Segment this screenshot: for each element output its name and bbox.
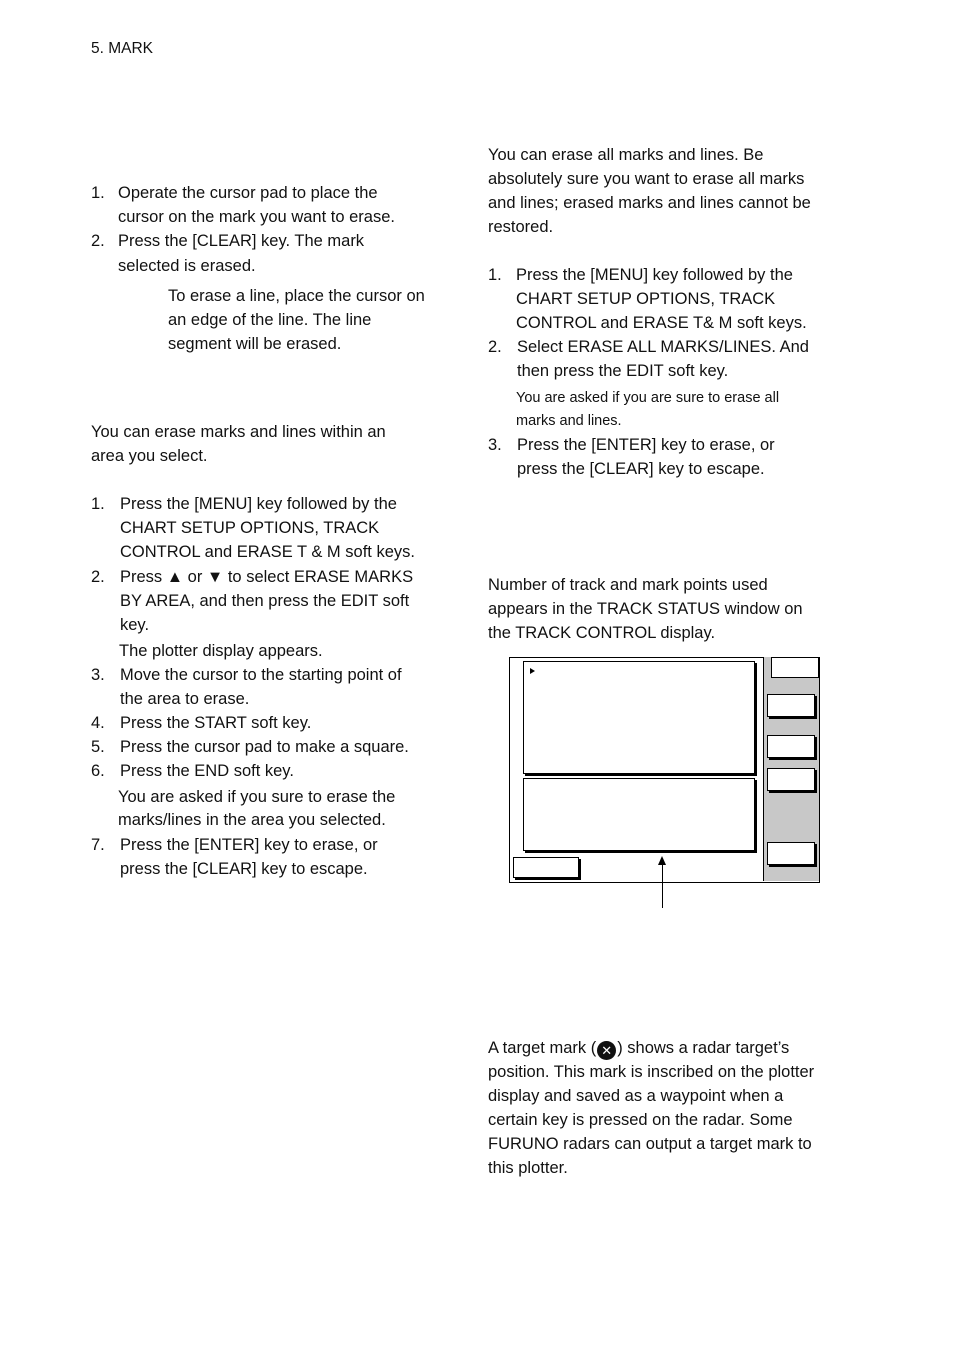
erase-line-note: To erase a line, place the cursor on an edge of the line. The line segment will be erased. [168, 287, 425, 353]
section-header: 5. MARK [91, 40, 154, 57]
soft-key-title [771, 657, 819, 678]
track-control-display-figure [509, 657, 820, 883]
track-status-text: Number of track and mark points used appears in the TRACK STATUS window on the TRACK CONTROL display. [488, 576, 803, 642]
soft-key-3 [767, 768, 815, 791]
erase-area-intro: You can erase marks and lines within an area you select. [91, 423, 386, 465]
target-mark-icon: ✕ [597, 1041, 616, 1060]
callout-arrow-head [658, 856, 666, 865]
erase-area-note-confirm: You are asked if you sure to erase the marks/lines in the area you selected. [118, 788, 396, 829]
erase-area-note-plotter: The plotter display appears. [119, 642, 323, 660]
erase-all-note: You are asked if you are sure to erase all marks and lines. [516, 390, 780, 429]
soft-key-return [767, 842, 815, 865]
target-mark-text: A target mark ( ✕ ) shows a radar target’s position. This mark is inscribed on the plotter display and saved as a waypoint when a certain key is pressed on the radar. Some FURUNO radars can output a target mark to this plotter. [488, 1039, 815, 1177]
soft-key-2 [767, 735, 815, 758]
erase-all-intro: You can erase all marks and lines. Be absolutely sure you want to erase all marks and lines; erased marks and lines cannot be restored. [488, 146, 811, 236]
track-status-window [523, 778, 755, 851]
status-bar-box [513, 857, 579, 878]
cursor-pointer-icon [530, 668, 535, 674]
soft-key-1 [767, 694, 815, 717]
callout-arrow-line [662, 862, 663, 908]
track-control-menu-window [523, 661, 755, 774]
